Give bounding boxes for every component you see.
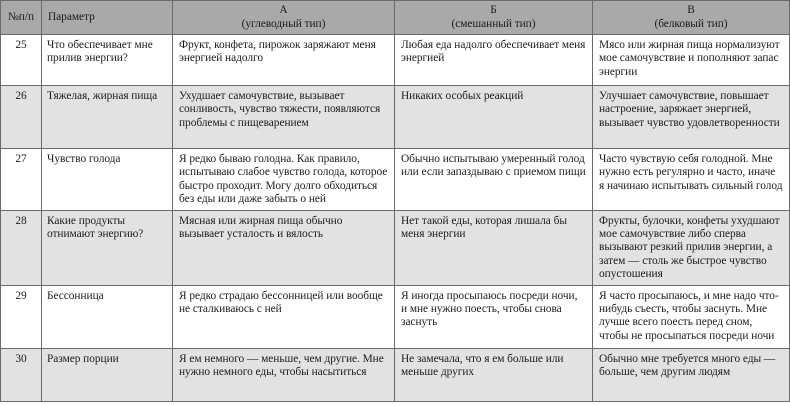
row-parameter: Чувство голода (42, 149, 173, 211)
cell-type-v: Обычно мне требуется много еды — больше, чем другим людям (593, 348, 790, 401)
cell-type-a: Я редко страдаю бессонницей или вообще не сталкиваюсь с ней (173, 285, 395, 348)
header-type-b (395, 1, 593, 35)
cell-type-v: Я часто просыпаюсь, и мне надо что-нибудь съесть, чтобы заснуть. Мне лучше всего поесть перед сном, чтобы не просыпаться посреди ночи (593, 285, 790, 348)
cell-type-b: Никаких особых реакций (395, 86, 593, 149)
type-v-label: (белковый тип) (654, 17, 728, 30)
header-type-v (593, 1, 790, 35)
cell-type-a: Я ем немного — меньше, чем другие. Мне нужно немного еды, чтобы насытиться (173, 348, 395, 401)
table-header (1, 1, 790, 35)
cell-type-b: Любая еда надолго обеспечивает меня энергией (395, 35, 593, 86)
cell-type-v: Часто чувствую себя голодной. Мне нужно есть регулярно и часто, иначе я начинаю испытывать сильный голод (593, 149, 790, 211)
cell-type-b: Обычно испытываю умеренный голод или если запаздываю с приемом пищи (395, 149, 593, 211)
header-parameter: Параметр (42, 1, 173, 35)
type-b-letter: Б (490, 4, 497, 17)
type-b-label: (смешанный тип) (451, 17, 536, 30)
table-row (1, 149, 790, 211)
row-parameter: Какие продукты отнимают энергию? (42, 210, 173, 285)
header-number: №п/п (1, 1, 42, 35)
row-parameter: Что обеспечивает мне прилив энергии? (42, 35, 173, 86)
cell-type-a: Я редко бываю голодна. Как правило, испытываю слабое чувство голода, которое быстро проходит. Могу долго обходиться без еды или даже забыть о ней (173, 149, 395, 211)
cell-type-v: Улучшает самочувствие, повышает настроение, заряжает энергией, вызывает чувство удовлетворенности (593, 86, 790, 149)
type-v-letter: В (687, 4, 695, 17)
row-number: 26 (1, 86, 42, 149)
table-row (1, 35, 790, 86)
row-number: 28 (1, 210, 42, 285)
cell-type-b: Нет такой еды, которая лишала бы меня энергии (395, 210, 593, 285)
table-row (1, 86, 790, 149)
cell-type-b: Я иногда просыпаюсь посреди ночи, и мне нужно поесть, чтобы снова заснуть (395, 285, 593, 348)
table-row (1, 285, 790, 348)
table-row (1, 210, 790, 285)
row-number: 27 (1, 149, 42, 211)
header-type-a (173, 1, 395, 35)
table-row (1, 348, 790, 401)
table-body (1, 35, 790, 402)
row-parameter: Размер порции (42, 348, 173, 401)
cell-type-v: Мясо или жирная пища нормализуют мое самочувствие и пополняют запас энергии (593, 35, 790, 86)
cell-type-a: Ухудшает самочувствие, вызывает сонливость, чувство тяжести, появляются проблемы с пищеварением (173, 86, 395, 149)
cell-type-b: Не замечала, что я ем больше или меньше других (395, 348, 593, 401)
row-parameter: Тяжелая, жирная пища (42, 86, 173, 149)
cell-type-v: Фрукты, булочки, конфеты ухудшают мое самочувствие либо сперва вызывают резкий прилив энергии, а затем — столь же быстрое чувство опустошения (593, 210, 790, 285)
type-a-letter: А (279, 4, 288, 17)
cell-type-a: Мясная или жирная пища обычно вызывает усталость и вялость (173, 210, 395, 285)
row-parameter: Бессонница (42, 285, 173, 348)
header-row (1, 1, 790, 35)
row-number: 30 (1, 348, 42, 401)
cell-type-a: Фрукт, конфета, пирожок заряжают меня энергией надолго (173, 35, 395, 86)
row-number: 25 (1, 35, 42, 86)
row-number: 29 (1, 285, 42, 348)
type-a-label: (углеводный тип) (241, 17, 326, 30)
